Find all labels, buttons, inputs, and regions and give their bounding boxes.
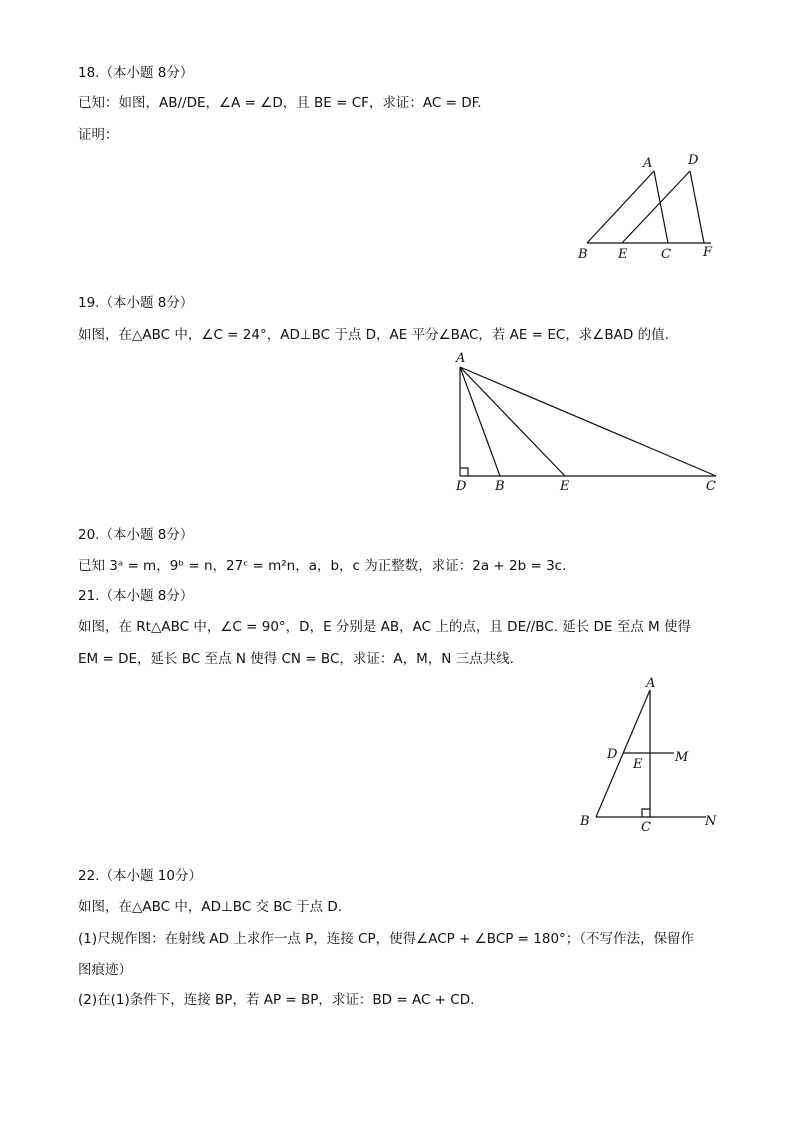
q19-header: 19.（本小题 8分） [78, 295, 194, 311]
q18-label-a: A [643, 156, 653, 171]
q19-label-e: E [560, 479, 570, 494]
q19-label-b: B [495, 479, 505, 494]
q19-label-a: A [456, 351, 466, 366]
q21-label-a: A [646, 676, 656, 691]
q19-label-d: D [456, 479, 467, 494]
q22-header: 22.（本小题 10分） [78, 868, 202, 884]
q22-part1-line1: (1)尺规作图：在射线 AD 上求作一点 P，连接 CP，使得∠ACP + ∠BCP = 180°；（不写作法，保留作 [78, 931, 695, 947]
q21-label-m: M [675, 750, 689, 765]
q21-label-c: C [641, 820, 651, 835]
q19-statement: 如图，在△ABC 中，∠C = 24°，AD⊥BC 于点 D，AE 平分∠BAC，若 AE = EC，求∠BAD 的值. [78, 327, 669, 343]
q21-label-d: D [607, 747, 618, 762]
q18-label-f: F [703, 245, 713, 260]
q21-right-angle-mark [642, 809, 650, 817]
q22-statement: 如图，在△ABC 中，AD⊥BC 交 BC 于点 D. [78, 899, 343, 915]
q18-label-e: E [618, 247, 628, 262]
q21-label-e: E [633, 757, 643, 772]
q22-part2: (2)在(1)条件下，连接 BP，若 AP = BP，求证：BD = AC + CD. [78, 992, 475, 1008]
q18-label-b: B [578, 247, 588, 262]
q21-label-n: N [705, 814, 717, 829]
q21-statement-line1: 如图，在 Rt△ABC 中，∠C = 90°，D，E 分别是 AB，AC 上的点，且 DE//BC. 延长 DE 至点 M 使得 [78, 619, 691, 635]
q21-statement-line2: EM = DE，延长 BC 至点 N 使得 CN = BC，求证：A，M，N 三点共线. [78, 651, 514, 667]
q19-label-c: C [706, 479, 716, 494]
q20-statement: 已知 3ᵃ = m，9ᵇ = n，27ᶜ = m²n，a，b，c 为正整数，求证：2a + 2b = 3c. [78, 558, 567, 574]
q18-proof-label: 证明： [78, 127, 119, 143]
q21-label-b: B [580, 814, 590, 829]
q18-label-d: D [688, 153, 699, 168]
q20-header: 20.（本小题 8分） [78, 527, 194, 543]
q18-label-c: C [661, 247, 671, 262]
q18-header: 18.（本小题 8分） [78, 65, 194, 81]
q22-part1-line2: 图痕迹） [78, 962, 132, 978]
q18-statement: 已知：如图，AB//DE，∠A = ∠D，且 BE = CF，求证：AC = DF. [78, 95, 482, 111]
q21-header: 21.（本小题 8分） [78, 588, 194, 604]
